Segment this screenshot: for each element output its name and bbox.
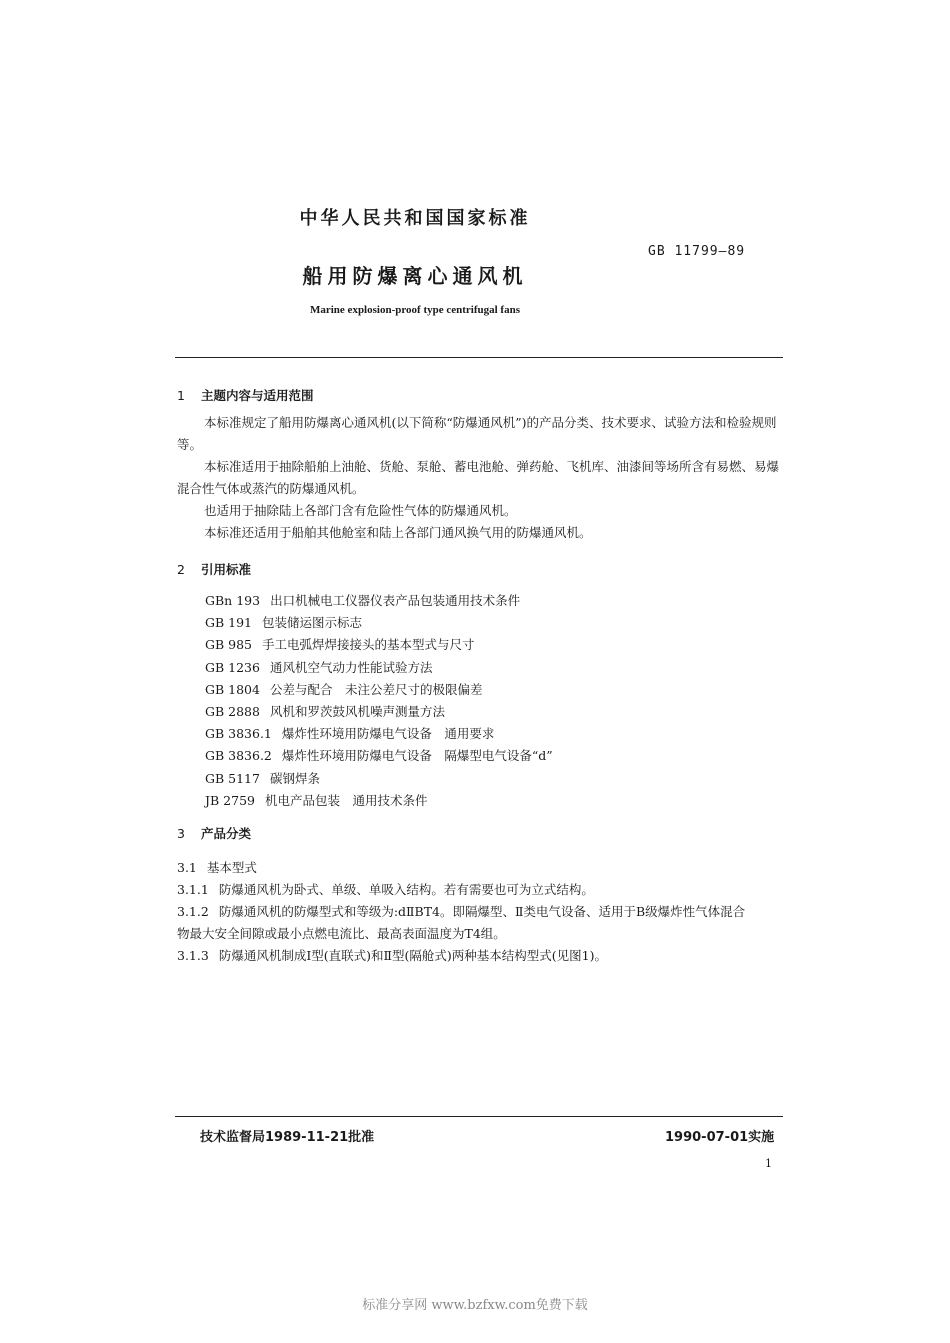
reference-item (205, 679, 765, 701)
section-1-paragraph: 也适用于抽除陆上各部门含有危险性气体的防爆通风机。 (204, 503, 517, 518)
reference-code: GB 1804 (205, 681, 260, 697)
reference-title: 出口机械电工仪器仪表产品包装通用技术条件 (270, 593, 521, 608)
clause-3-1-1 (177, 880, 594, 898)
reference-code: GB 2888 (205, 703, 260, 719)
clause-text: 防爆通风机的防爆型式和等级为:dⅡBT4。即隔爆型、Ⅱ类电气设备、适用于B级爆炸性气体混合 (218, 904, 746, 919)
standard-title: 船用防爆离心通风机 (302, 264, 528, 288)
reference-item (205, 634, 765, 656)
reference-item (205, 701, 765, 723)
clause-text: 防爆通风机为卧式、单级、单吸入结构。若有需要也可为立式结构。 (218, 882, 594, 897)
reference-code: GB 191 (205, 615, 253, 631)
reference-item (205, 657, 765, 679)
clause-3-1-2 (177, 902, 745, 920)
clause-number: 3.1.2 (177, 904, 209, 919)
clause-3-1 (177, 858, 257, 876)
reference-code: JB 2759 (205, 792, 255, 808)
reference-item (205, 768, 765, 790)
reference-item (205, 590, 765, 612)
section-1-paragraph: 本标准规定了船用防爆离心通风机(以下简称“防爆通风机”)的产品分类、技术要求、试验方法和检验规则等。 (177, 415, 777, 452)
reference-title: 手工电弧焊焊接接头的基本型式与尺寸 (262, 637, 475, 653)
header-divider (175, 357, 783, 358)
clause-number: 3.1.1 (177, 882, 209, 897)
reference-item (205, 612, 765, 634)
section-1-paragraph: 本标准适用于抽除船舶上油舱、货舱、泵舱、蓄电池舱、弹药舱、飞机库、油漆间等场所含有易燃、易爆混合性气体或蒸汽的防爆通风机。 (177, 459, 780, 496)
reference-list (205, 590, 765, 812)
reference-title: 碳钢焊条 (269, 770, 320, 786)
section-2-title: 引用标准 (201, 562, 252, 577)
section-1-title: 主题内容与适用范围 (201, 388, 314, 403)
approval-line: 技术监督局1989-11-21批准 (200, 1130, 375, 1145)
section-3-number: 3 (177, 826, 185, 841)
reference-title: 通风机空气动力性能试验方法 (269, 659, 433, 675)
reference-code: GB 5117 (205, 770, 260, 786)
section-3-title: 产品分类 (201, 826, 252, 841)
section-3-heading (177, 824, 251, 842)
reference-title: 爆炸性环境用防爆电气设备 隔爆型电气设备“d” (281, 748, 553, 764)
effective-date-line: 1990-07-01实施 (665, 1130, 775, 1145)
reference-code: GB 985 (205, 637, 253, 653)
english-title: Marine explosion-proof type centrifugal fans (309, 304, 520, 316)
clause-text: 基本型式 (206, 860, 257, 875)
reference-code: GB 3836.2 (205, 748, 272, 764)
reference-code: GB 1236 (205, 659, 260, 675)
watermark-text: 标准分享网 www.bzfxw.com免费下载 (362, 1298, 588, 1313)
reference-title: 包装储运图示标志 (262, 615, 363, 631)
reference-item (205, 723, 765, 745)
section-2-number: 2 (177, 562, 185, 577)
reference-code: GBn 193 (205, 593, 261, 608)
clause-number: 3.1 (177, 860, 197, 875)
footer-divider (175, 1116, 783, 1117)
clause-text: 防爆通风机制成Ⅰ型(直联式)和Ⅱ型(隔舱式)两种基本结构型式(见图1)。 (218, 948, 607, 963)
standard-code: GB 11799—89 (648, 244, 746, 259)
reference-title: 爆炸性环境用防爆电气设备 通用要求 (281, 726, 495, 742)
section-1-paragraph: 本标准还适用于船舶其他舱室和陆上各部门通风换气用的防爆通风机。 (204, 525, 592, 540)
section-1-heading (177, 386, 314, 404)
section-2-heading (177, 560, 251, 578)
reference-item (205, 790, 765, 812)
page-number: 1 (765, 1157, 772, 1170)
national-standard-title: 中华人民共和国国家标准 (299, 208, 531, 229)
reference-title: 机电产品包装 通用技术条件 (264, 792, 428, 808)
reference-code: GB 3836.1 (205, 726, 272, 742)
reference-title: 风机和罗茨鼓风机噪声测量方法 (269, 703, 445, 719)
clause-3-1-3 (177, 946, 607, 964)
clause-number: 3.1.3 (177, 948, 209, 963)
reference-title: 公差与配合 未注公差尺寸的极限偏差 (269, 681, 483, 697)
reference-item (205, 745, 765, 767)
clause-3-1-2-continuation: 物最大安全间隙或最小点燃电流比、最高表面温度为T4组。 (177, 926, 506, 941)
section-1-number: 1 (177, 388, 185, 403)
